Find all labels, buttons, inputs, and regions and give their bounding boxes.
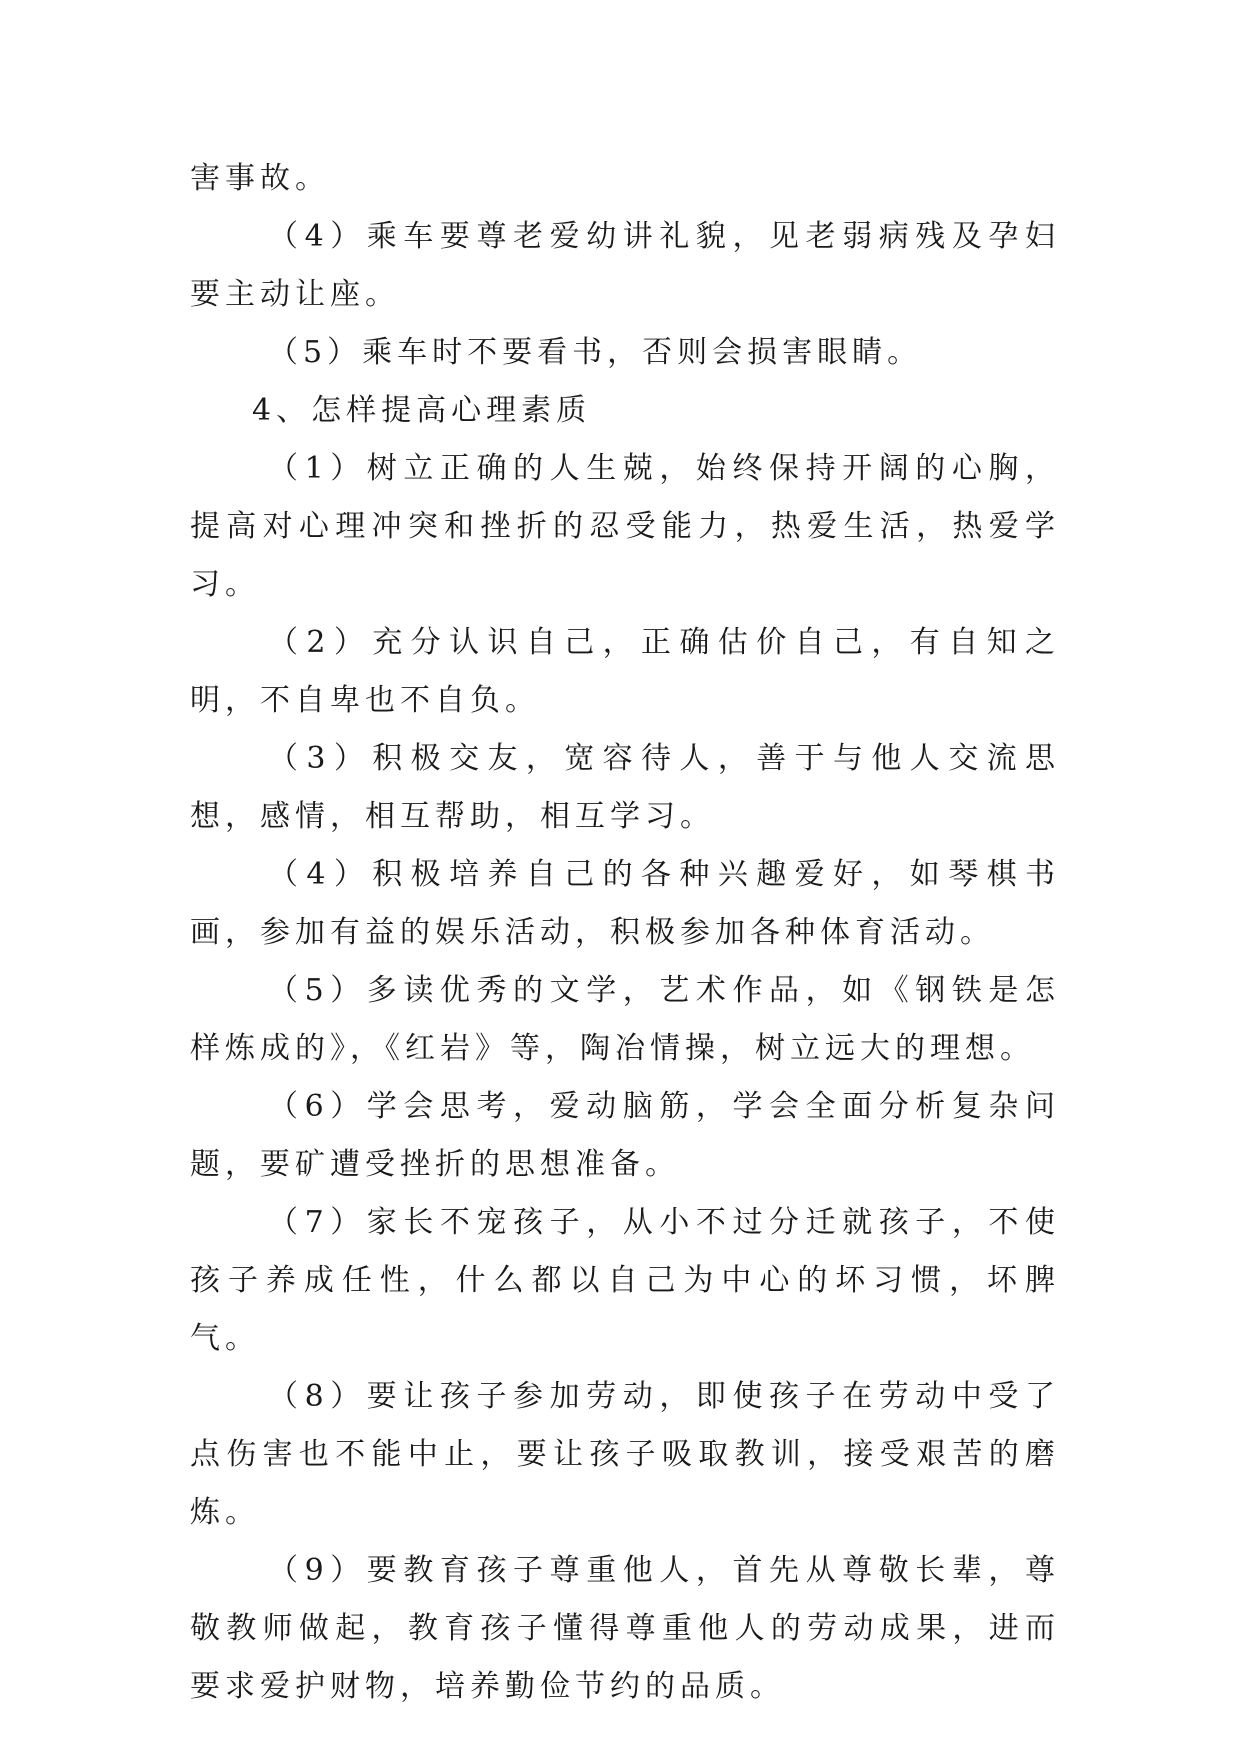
paragraph-item-3: （3）积极交友，宽容待人，善于与他人交流思想，感情，相互帮助，相互学习。 (190, 741, 1060, 834)
paragraph-item-6: （6）学会思考，爱动脑筋，学会全面分析复杂问题，要矿遭受挫折的思想准备。 (190, 1089, 1060, 1182)
paragraph-item-5-reading: （5）乘车时不要看书，否则会损害眼睛。 (268, 335, 923, 370)
paragraph-item-7: （7）家长不宠孩子，从小不过分迁就孩子，不使孩子养成任性，什么都以自己为中心的坏习惯，坏脾气。 (190, 1205, 1060, 1356)
paragraph-item-4: （4）积极培养自己的各种兴趣爱好，如琴棋书画，参加有益的娱乐活动，积极参加各种体育活动。 (190, 857, 1060, 950)
section-heading: 4、怎样提高心理素质 (252, 393, 592, 428)
paragraph-item-4-boarding: （4）乘车要尊老爱幼讲礼貌，见老弱病残及孕妇要主动让座。 (190, 219, 1060, 312)
paragraph-item-1: （1）树立正确的人生兢，始终保持开阔的心胸，提高对心理冲突和挫折的忍受能力，热爱生活，热爱学习。 (190, 451, 1060, 602)
paragraph-item-8: （8）要让孩子参加劳动，即使孩子在劳动中受了点伤害也不能中止，要让孩子吸取教训，接受艰苦的磨炼。 (190, 1379, 1060, 1530)
paragraph-continuation: 害事故。 (190, 161, 330, 196)
document-page (190, 150, 1060, 1716)
paragraph-item-9: （9）要教育孩子尊重他人，首先从尊敬长辈，尊敬教师做起，教育孩子懂得尊重他人的劳动成果，进而要求爱护财物，培养勤俭节约的品质。 (190, 1553, 1060, 1704)
paragraph-item-2: （2）充分认识自己，正确估价自己，有自知之明，不自卑也不自负。 (190, 625, 1060, 718)
paragraph-item-5: （5）多读优秀的文学，艺术作品，如《钢铁是怎样炼成的》，《红岩》等，陶冶情操，树立远大的理想。 (190, 973, 1060, 1066)
